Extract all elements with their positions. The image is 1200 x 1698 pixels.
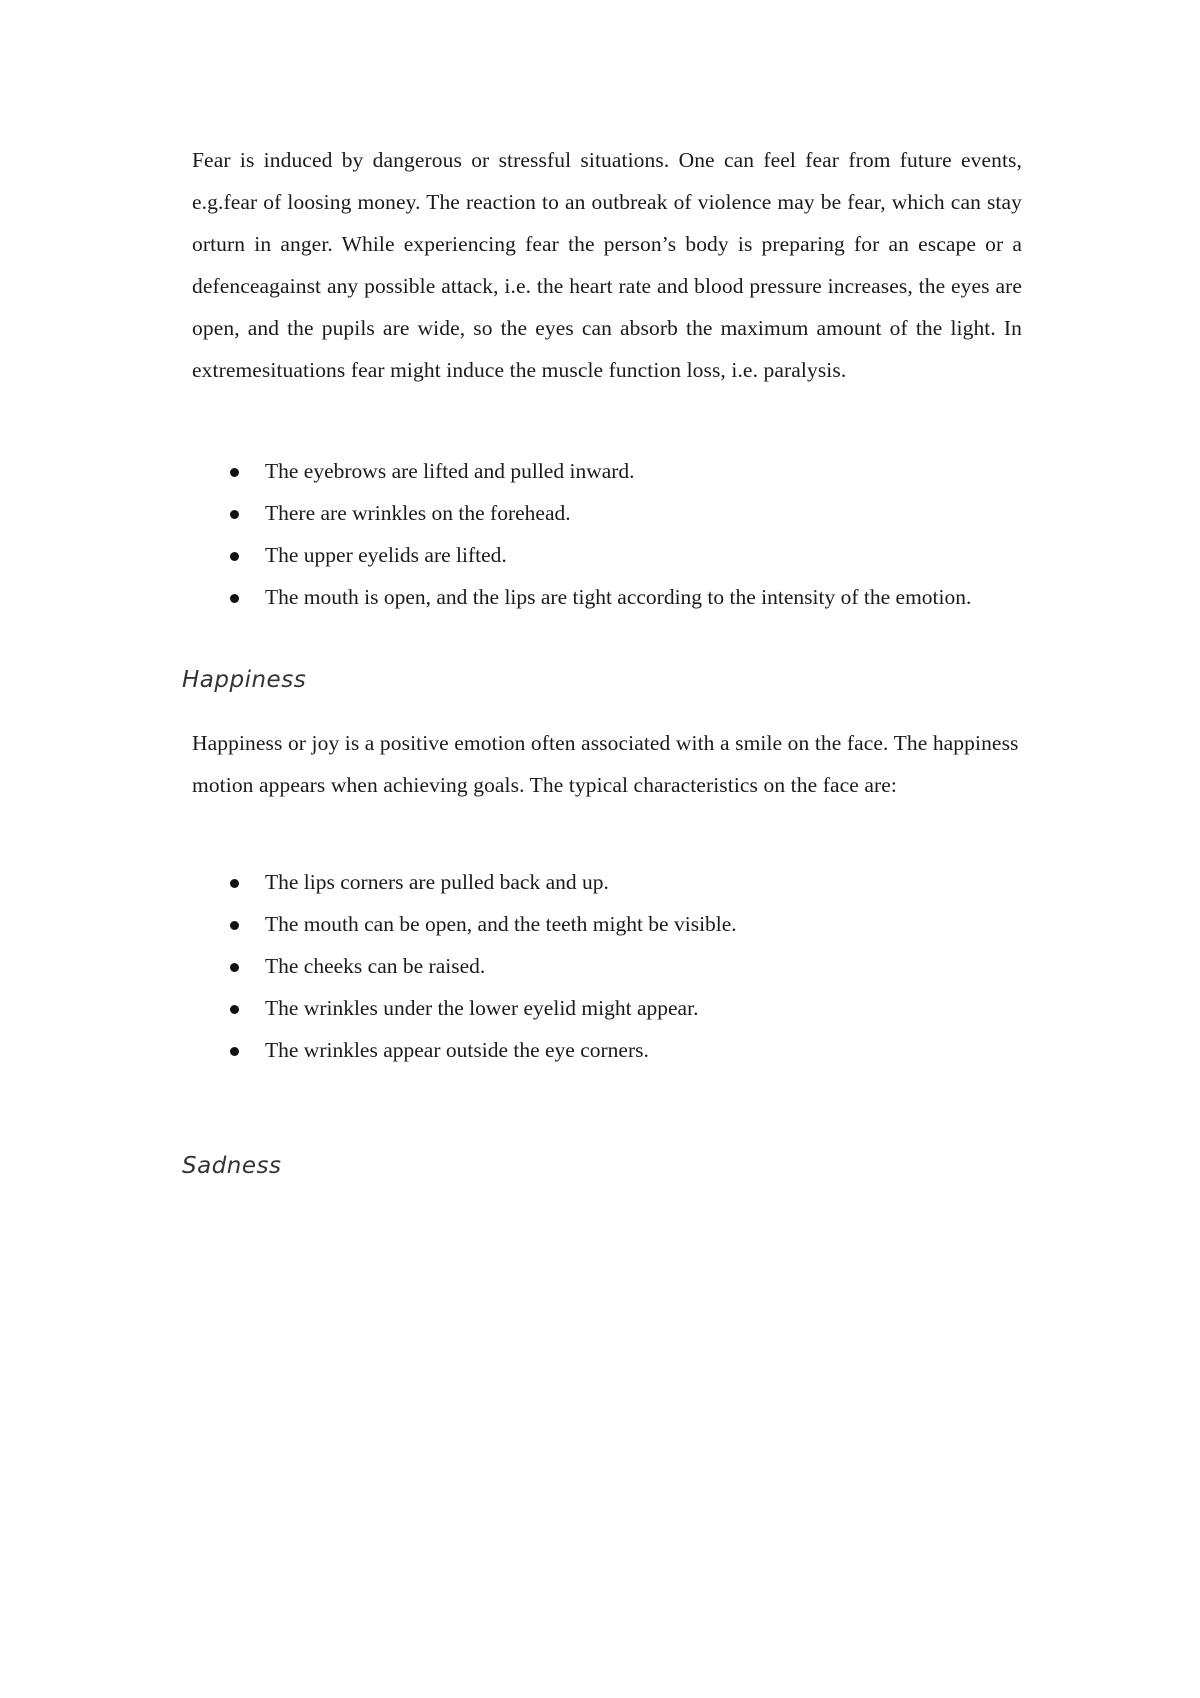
list-item — [0, 583, 985, 611]
section-heading-sadness: Sadness — [182, 1153, 282, 1179]
bullet-icon — [230, 552, 239, 561]
list-item — [0, 457, 985, 485]
bullet-icon — [230, 1005, 239, 1014]
list-item — [0, 910, 985, 938]
list-item-text: The wrinkles under the lower eyelid might appear. — [265, 996, 699, 1020]
list-item-text: The eyebrows are lifted and pulled inward. — [265, 459, 635, 483]
list-item-text: The mouth is open, and the lips are tight according to the intensity of the emotion. — [265, 585, 972, 609]
bullet-icon — [230, 921, 239, 930]
list-item-text: The lips corners are pulled back and up. — [265, 870, 609, 894]
list-item — [0, 541, 985, 569]
bullet-icon — [230, 963, 239, 972]
list-item-text: The cheeks can be raised. — [265, 954, 486, 978]
list-item — [0, 499, 985, 527]
fear-bullet-list — [0, 457, 1200, 611]
happiness-bullet-list — [0, 868, 1200, 1064]
section-heading-happiness: Happiness — [182, 667, 307, 693]
list-item — [0, 868, 985, 896]
list-item-text: The upper eyelids are lifted. — [265, 543, 507, 567]
list-item — [0, 952, 985, 980]
bullet-icon — [230, 594, 239, 603]
list-item — [0, 1036, 985, 1064]
bullet-icon — [230, 879, 239, 888]
list-item-text: The wrinkles appear outside the eye corners. — [265, 1038, 649, 1062]
fear-paragraph: Fear is induced by dangerous or stressful situations. One can feel fear from future events, e.g.fear of loosing money. The reaction to an outbreak of violence may be fear, which can stay orturn in anger. While experiencing fear the person’s body is preparing for an escape or a defenceagainst any possible attack, i.e. the heart rate and blood pressure increases, the eyes are open, and the pupils are wide, so the eyes can absorb the maximum amount of the light. In extremesituations fear might induce the muscle function loss, i.e. paralysis. — [192, 148, 1022, 382]
happiness-paragraph: Happiness or joy is a positive emotion often associated with a smile on the face. The happiness motion appears when achieving goals. The typical characteristics on the face are: — [192, 731, 1019, 797]
bullet-icon — [230, 1047, 239, 1056]
bullet-icon — [230, 510, 239, 519]
bullet-icon — [230, 468, 239, 477]
list-item-text: There are wrinkles on the forehead. — [265, 501, 571, 525]
list-item — [0, 994, 985, 1022]
list-item-text: The mouth can be open, and the teeth might be visible. — [265, 912, 737, 936]
